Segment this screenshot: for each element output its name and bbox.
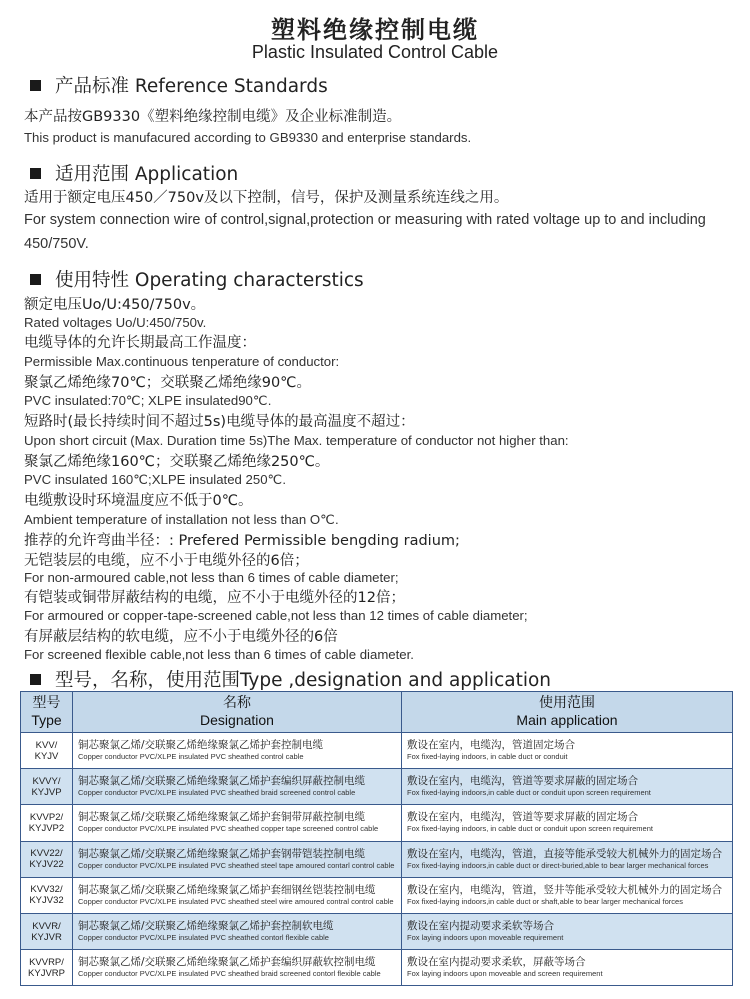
title-cn: 塑料绝缘控制电缆 xyxy=(271,16,479,44)
section-heading-text: 适用范围 Application xyxy=(55,164,239,185)
text-line: Permissible Max.continuous tenperature of conductor: xyxy=(24,354,340,369)
text-line: 推荐的允许弯曲半径：: Prefered Permissible bengding radium; xyxy=(24,533,460,549)
text-line: 有屏蔽层结构的软电缆，应不小于电缆外径的6倍 xyxy=(24,629,338,645)
section-heading-types xyxy=(30,666,551,692)
type-code-cell: KVVP2/ KYJVP2 xyxy=(21,805,73,841)
type-code-cell: KVVY/ KYJVP xyxy=(21,769,73,805)
bullet-square-icon xyxy=(30,168,41,179)
text-line: 电缆导体的允许长期最高工作温度： xyxy=(24,335,256,351)
application-cell: 敷设在室内提动要求柔软等场合 Fox laying indoors upon moveable requirement xyxy=(402,913,733,949)
section-heading-text: 产品标准 Reference Standards xyxy=(55,76,328,97)
text-line: PVC insulated:70℃; XLPE insulated90℃. xyxy=(24,393,272,408)
section-heading-standards xyxy=(30,72,328,98)
text-line: 聚氯乙烯绝缘70℃；交联聚乙烯绝缘90℃。 xyxy=(24,375,311,391)
text-line: Upon short circuit (Max. Duration time 5s)The Max. temperature of conductor not higher than: xyxy=(24,433,569,448)
section-heading-text: 使用特性 Operating characterstics xyxy=(55,270,364,291)
type-table xyxy=(20,691,733,986)
text-line: For non-armoured cable,not less than 6 times of cable diameter; xyxy=(24,570,399,585)
table-header-row xyxy=(21,692,733,733)
application-cell: 敷设在室内，电缆沟，管道等要求屏蔽的固定场合 Fox fixed-laying indoors,in cable duct or conduit upon screen requirement xyxy=(402,769,733,805)
designation-cell: 铜芯聚氯乙烯/交联聚乙烯绝缘聚氯乙烯护套控制软电缆 Copper conductor PVC/XLPE insulated PVC sheathed contorl flexible cable xyxy=(73,913,402,949)
text-line: 适用于额定电压450／750v及以下控制，信号，保护及测量系统连线之用。 xyxy=(24,190,509,206)
text-line: Rated voltages Uo/U:450/750v. xyxy=(24,315,207,330)
section-heading-operating xyxy=(30,266,364,292)
header-designation: 名称 Designation xyxy=(73,692,402,733)
text-line: Ambient temperature of installation not less than O℃. xyxy=(24,512,339,527)
designation-cell: 铜芯聚氯乙烯/交联聚乙烯绝缘聚氯乙烯护套编织屏蔽软控制电缆 Copper conductor PVC/XLPE insulated PVC sheathed braid screened contorl flexible cable xyxy=(73,950,402,986)
text-line: 额定电压Uo/U:450/750v。 xyxy=(24,297,206,313)
text-line: 聚氯乙烯绝缘160℃；交联聚乙烯绝缘250℃。 xyxy=(24,454,330,470)
designation-cell: 铜芯聚氯乙烯/交联聚乙烯绝缘聚氯乙烯护套控制电缆 Copper conductor PVC/XLPE insulated PVC sheathed control cable xyxy=(73,733,402,769)
table-row xyxy=(21,950,733,986)
header-type: 型号 Type xyxy=(21,692,73,733)
table-row xyxy=(21,841,733,877)
designation-cell: 铜芯聚氯乙烯/交联聚乙烯绝缘聚氯乙烯护套细钢丝铠装控制电缆 Copper conductor PVC/XLPE insulated PVC sheathed steel wire amoured contral control cable xyxy=(73,877,402,913)
section-heading-application xyxy=(30,160,238,186)
bullet-square-icon xyxy=(30,80,41,91)
text-line: For armoured or copper-tape-screened cable,not less than 12 times of cable diameter; xyxy=(24,608,528,623)
table-row xyxy=(21,877,733,913)
text-line: This product is manufacured according to GB9330 and enterprise standards. xyxy=(24,130,472,145)
header-application: 使用范围 Main application xyxy=(402,692,733,733)
title-en: Plastic Insulated Control Cable xyxy=(251,42,499,62)
designation-cell: 铜芯聚氯乙烯/交联聚乙烯绝缘聚氯乙烯护套编织屏蔽控制电缆 Copper conductor PVC/XLPE insulated PVC sheathed braid screened control cable xyxy=(73,769,402,805)
section-heading-text: 型号，名称，使用范围Type ,designation and application xyxy=(55,670,552,691)
application-cell: 敷设在室内，电缆沟，管道固定场合 Fox fixed-laying indoors, in cable duct or conduit xyxy=(402,733,733,769)
text-line: For screened flexible cable,not less than 6 times of cable diameter. xyxy=(24,647,414,662)
type-code-cell: KVV32/ KYJV32 xyxy=(21,877,73,913)
table-row xyxy=(21,769,733,805)
table-row xyxy=(21,913,733,949)
bullet-square-icon xyxy=(30,274,41,285)
type-code-cell: KVV/ KYJV xyxy=(21,733,73,769)
text-line: PVC insulated 160℃;XLPE insulated 250℃. xyxy=(24,472,287,487)
designation-cell: 铜芯聚氯乙烯/交联聚乙烯绝缘聚氯乙烯护套铜带屏蔽控制电缆 Copper conductor PVC/XLPE insulated PVC sheathed copper tape screened control cable xyxy=(73,805,402,841)
type-code-cell: KVVR/ KYJVR xyxy=(21,913,73,949)
type-code-cell: KVVRP/ KYJVRP xyxy=(21,950,73,986)
text-line: 本产品按GB9330《塑料绝缘控制电缆》及企业标准制造。 xyxy=(24,109,402,125)
application-cell: 敷设在室内，电缆沟，管道，直接等能承受较大机械外力的固定场合 Fox fixed-laying indoors,in cable duct or direct-buried,able to bear larger mechanical forces xyxy=(402,841,733,877)
text-line: 电缆敷设时环境温度应不低于0℃。 xyxy=(24,493,253,509)
table-row xyxy=(21,733,733,769)
application-cell: 敷设在室内，电缆沟，管道，竖井等能承受较大机械外力的固定场合 Fox fixed-laying indoors,in cable duct or shaft,able to bear larger mechanical forces xyxy=(402,877,733,913)
text-line: 短路时(最长持续时间不超过5s)电缆导体的最高温度不超过： xyxy=(24,414,415,430)
table-row xyxy=(21,805,733,841)
text-line: 450/750V. xyxy=(24,236,89,252)
text-line: 有铠装或铜带屏蔽结构的电缆，应不小于电缆外径的12倍； xyxy=(24,590,405,606)
bullet-square-icon xyxy=(30,674,41,685)
text-line: For system connection wire of control,signal,protection or measuring with rated voltage up to and including xyxy=(24,212,706,228)
designation-cell: 铜芯聚氯乙烯/交联聚乙烯绝缘聚氯乙烯护套钢带铠装控制电缆 Copper conductor PVC/XLPE insulated PVC sheathed steel tape amoured contarl control cable xyxy=(73,841,402,877)
type-code-cell: KVV22/ KYJV22 xyxy=(21,841,73,877)
text-line: 无铠装层的电缆，应不小于电缆外径的6倍； xyxy=(24,553,309,569)
application-cell: 敷设在室内提动要求柔软，屏蔽等场合 Fox laying indoors upon moveable and screen requirement xyxy=(402,950,733,986)
application-cell: 敷设在室内，电缆沟，管道等要求屏蔽的固定场合 Fox fixed-laying indoors, in cable duct or conduit upon screen requirement xyxy=(402,805,733,841)
